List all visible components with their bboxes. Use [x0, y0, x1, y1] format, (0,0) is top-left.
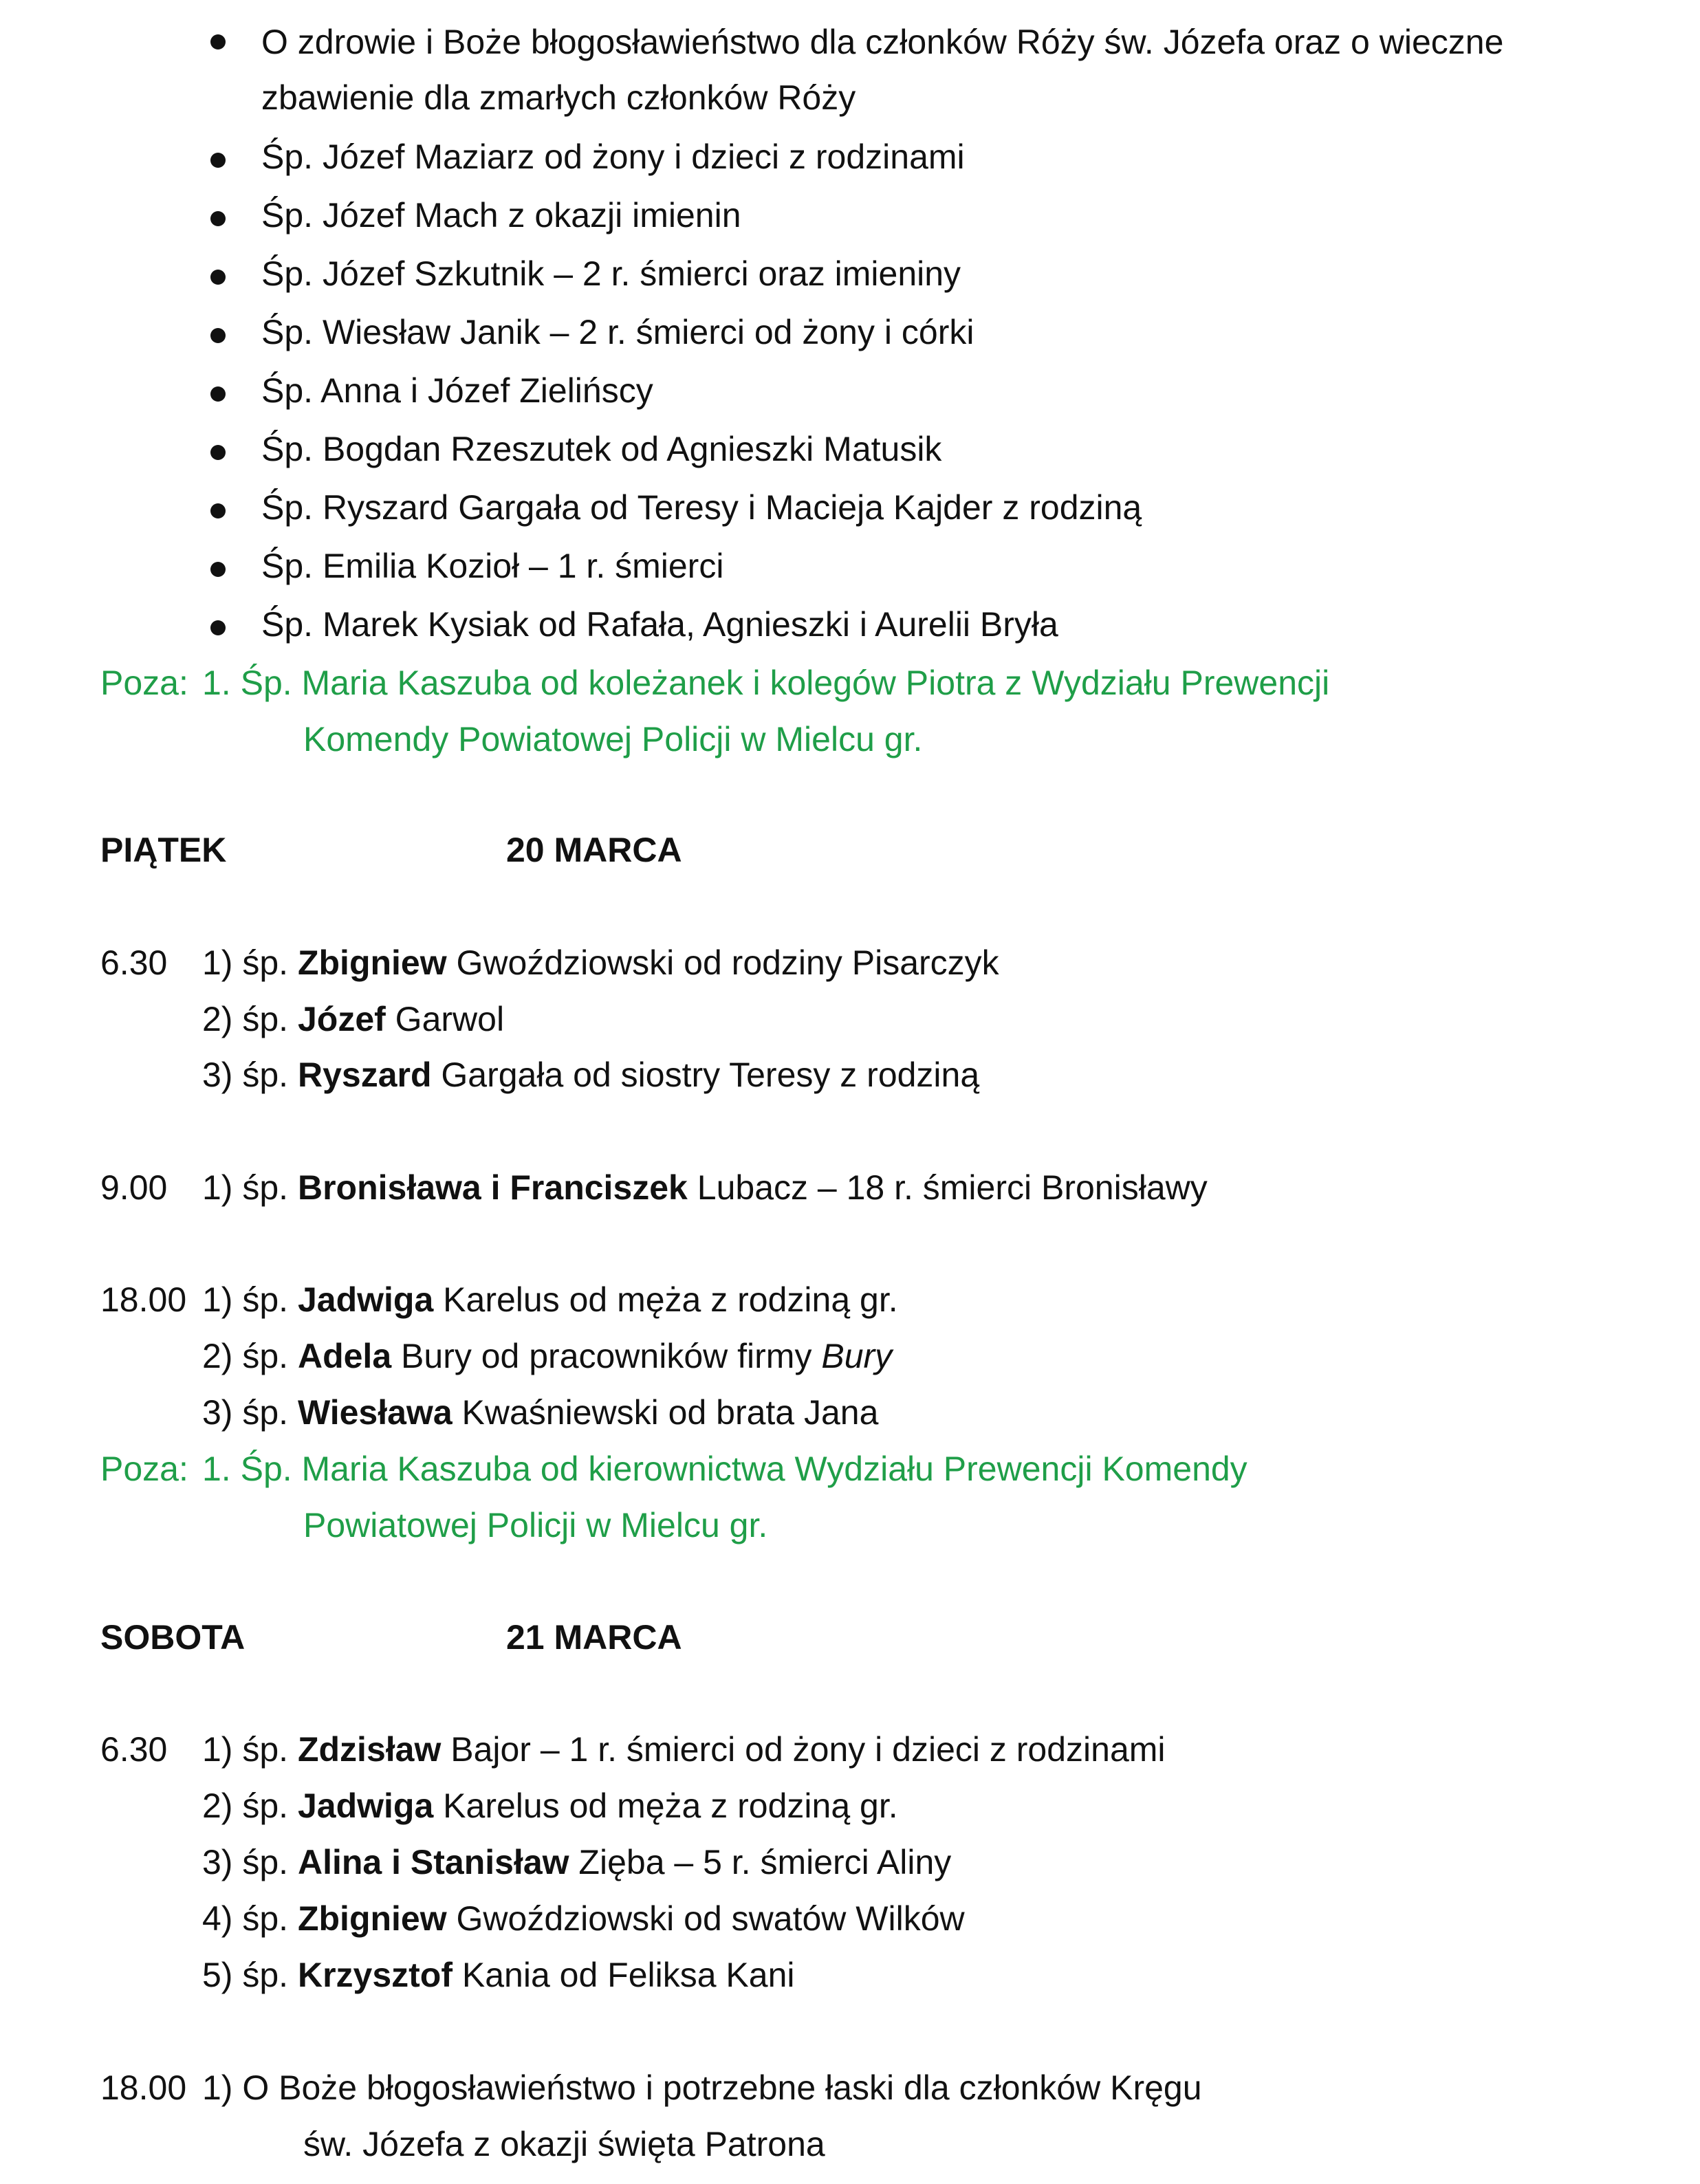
bullet-dot: [210, 620, 226, 635]
bullet-item-10: Śp. Marek Kysiak od Rafała, Agnieszki i Aurelii Bryła: [261, 605, 1058, 644]
bullet-item-4: Śp. Józef Szkutnik – 2 r. śmierci oraz imieniny: [261, 254, 961, 293]
intention: 2) śp. Adela Bury od pracowników firmy Bury: [202, 1337, 893, 1375]
intention: 1) śp. Zdzisław Bajor – 1 r. śmierci od żony i dzieci z rodzinami: [202, 1730, 1166, 1769]
intention-line-2: św. Józefa z okazji święta Patrona: [303, 2125, 825, 2163]
bullet-dot: [210, 211, 226, 226]
day-heading: SOBOTA: [100, 1618, 246, 1657]
intention-line-1: 1) O Boże błogosławieństwo i potrzebne łaski dla członków Kręgu: [202, 2068, 1202, 2107]
intention: 2) śp. Jadwiga Karelus od męża z rodziną gr.: [202, 1787, 898, 1825]
bullet-dot: [210, 153, 226, 168]
bullet-dot: [210, 386, 226, 402]
bullet-dot: [210, 328, 226, 343]
mass-time: 6.30: [100, 943, 168, 982]
bullet-dot: [210, 34, 226, 50]
date-heading: 21 MARCA: [506, 1618, 682, 1657]
bullet-dot: [210, 503, 226, 518]
bullet-dot: [210, 562, 226, 577]
poza-intention-line-2: Komendy Powiatowej Policji w Mielcu gr.: [303, 720, 923, 758]
bullet-item-7: Śp. Bogdan Rzeszutek od Agnieszki Matusik: [261, 430, 942, 468]
mass-time: 18.00: [100, 2068, 187, 2107]
poza-label: Poza:: [100, 664, 188, 702]
mass-time: 9.00: [100, 1168, 168, 1207]
poza-intention-line-2: Powiatowej Policji w Mielcu gr.: [303, 1506, 768, 1544]
intention: 2) śp. Józef Garwol: [202, 1000, 505, 1038]
bullet-item-5: Śp. Wiesław Janik – 2 r. śmierci od żony i córki: [261, 313, 974, 351]
intention: 4) śp. Zbigniew Gwoździowski od swatów Wilków: [202, 1899, 965, 1938]
poza-label: Poza:: [100, 1450, 188, 1488]
bullet-item-1-line-1: O zdrowie i Boże błogosławieństwo dla członków Róży św. Józefa oraz o wieczne: [261, 23, 1504, 61]
poza-intention-line-1: 1. Śp. Maria Kaszuba od kierownictwa Wydziału Prewencji Komendy: [202, 1450, 1247, 1488]
bullet-item-2: Śp. Józef Maziarz od żony i dzieci z rodzinami: [261, 138, 965, 176]
intention: 5) śp. Krzysztof Kania od Feliksa Kani: [202, 1956, 795, 1994]
bullet-dot: [210, 445, 226, 460]
intention: 3) śp. Alina i Stanisław Zięba – 5 r. śmierci Aliny: [202, 1843, 952, 1881]
intention: 3) śp. Wiesława Kwaśniewski od brata Jana: [202, 1393, 879, 1432]
bullet-item-1-line-2: zbawienie dla zmarłych członków Róży: [261, 78, 856, 117]
mass-time: 18.00: [100, 1280, 187, 1319]
bullet-item-9: Śp. Emilia Kozioł – 1 r. śmierci: [261, 547, 724, 585]
intention: 1) śp. Zbigniew Gwoździowski od rodziny Pisarczyk: [202, 943, 999, 982]
intention: 1) śp. Jadwiga Karelus od męża z rodziną gr.: [202, 1280, 898, 1319]
intention: 3) śp. Ryszard Gargała od siostry Teresy z rodziną: [202, 1056, 980, 1094]
intention: 1) śp. Bronisława i Franciszek Lubacz – 18 r. śmierci Bronisławy: [202, 1168, 1208, 1207]
bullet-item-3: Śp. Józef Mach z okazji imienin: [261, 196, 741, 234]
bullet-item-6: Śp. Anna i Józef Zielińscy: [261, 371, 653, 410]
bullet-dot: [210, 270, 226, 285]
bullet-item-8: Śp. Ryszard Gargała od Teresy i Macieja Kajder z rodziną: [261, 488, 1142, 527]
mass-time: 6.30: [100, 1730, 168, 1769]
date-heading: 20 MARCA: [506, 831, 682, 869]
poza-intention-line-1: 1. Śp. Maria Kaszuba od koleżanek i kolegów Piotra z Wydziału Prewencji: [202, 664, 1330, 702]
day-heading: PIĄTEK: [100, 831, 227, 869]
